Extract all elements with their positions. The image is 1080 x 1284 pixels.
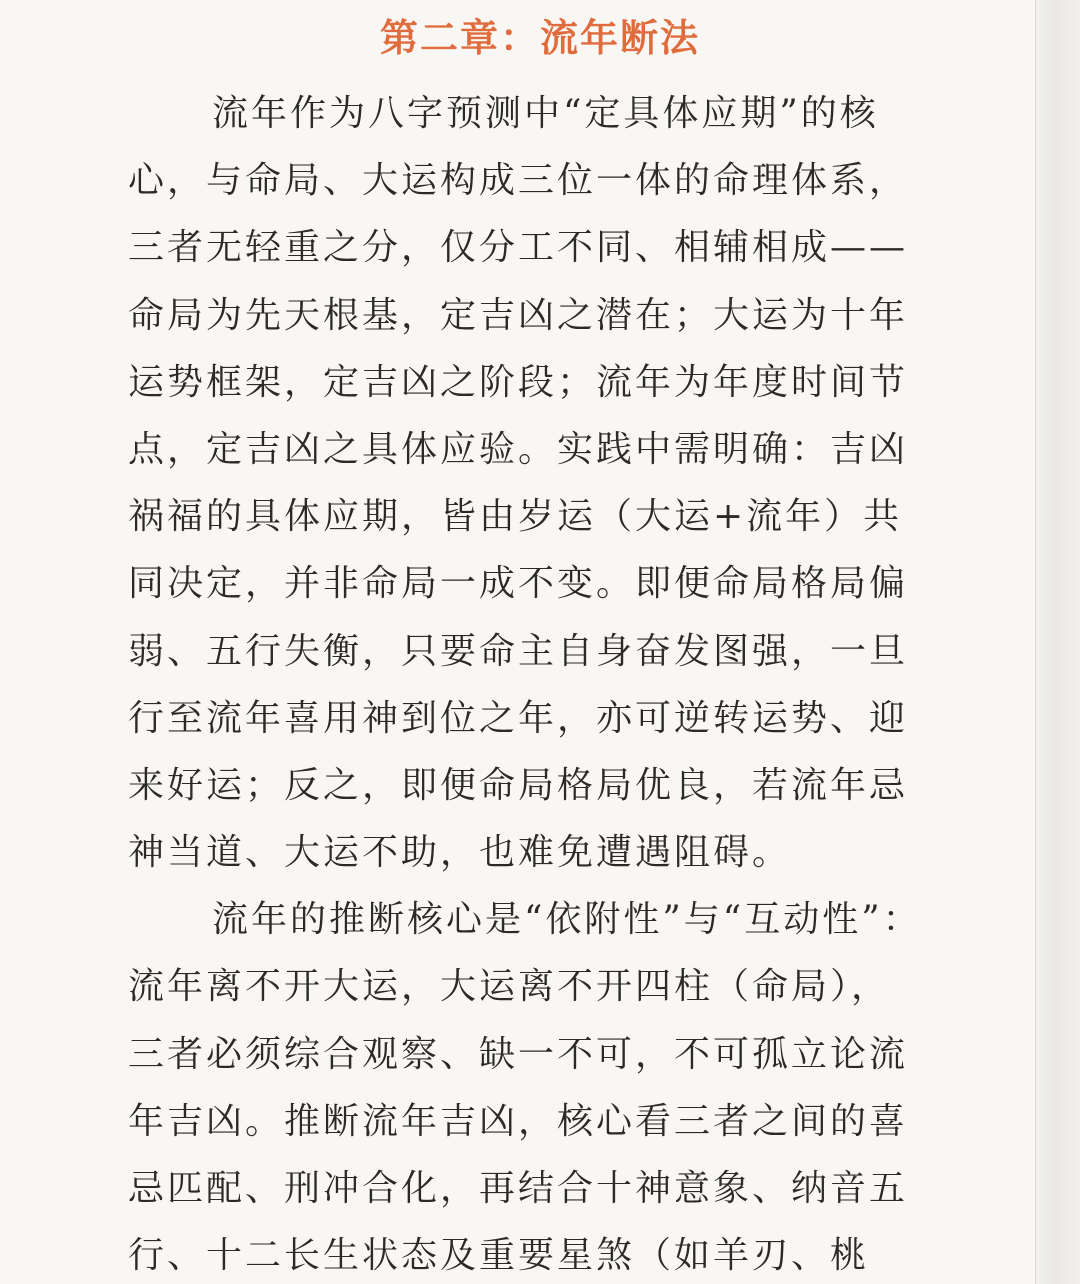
text-line: 心，与命局、大运构成三位一体的命理体系， [128, 160, 909, 202]
text-line-paragraph-1-start: 流年作为八字预测中“定具体应期”的核 [212, 93, 879, 134]
text-line: 点，定吉凶之具体应验。实践中需明确：吉凶 [128, 428, 909, 470]
text-line: 来好运；反之，即便命局格局优良，若流年忌 [128, 764, 909, 806]
text-line: 命局为先天根基，定吉凶之潜在；大运为十年 [128, 294, 909, 336]
text-line: 三者必须综合观察、缺一不可，不可孤立论流 [128, 1033, 909, 1075]
text-line: 运势框架，定吉凶之阶段；流年为年度时间节 [128, 361, 909, 403]
text-line: 祸福的具体应期，皆由岁运（大运+流年）共 [128, 496, 903, 538]
page-edge [1035, 0, 1080, 1284]
text-line: 忌匹配、刑冲合化，再结合十神意象、纳音五 [128, 1168, 909, 1209]
text-line: 行至流年喜用神到位之年，亦可逆转运势、迎 [128, 697, 909, 739]
text-line-paragraph-2-start: 流年的推断核心是“依附性”与“互动性”： [212, 899, 922, 941]
text-line: 同决定，并非命局一成不变。即便命局格局偏 [128, 563, 909, 605]
chapter-title: 第二章：流年断法 [379, 15, 700, 60]
text-line: 三者无轻重之分，仅分工不同、相辅相成—— [128, 227, 909, 269]
text-line: 弱、五行失衡，只要命主自身奋发图强，一旦 [128, 630, 909, 672]
text-line: 行、十二长生状态及重要星煞（如羊刃、桃 [128, 1235, 870, 1277]
text-line: 流年离不开大运，大运离不开四柱（命局）， [128, 966, 891, 1008]
body-text [128, 80, 978, 1284]
text-line: 神当道、大运不助，也难免遭遇阻碍。 [128, 832, 792, 874]
text-line: 年吉凶。推断流年吉凶，核心看三者之间的喜 [128, 1100, 909, 1142]
